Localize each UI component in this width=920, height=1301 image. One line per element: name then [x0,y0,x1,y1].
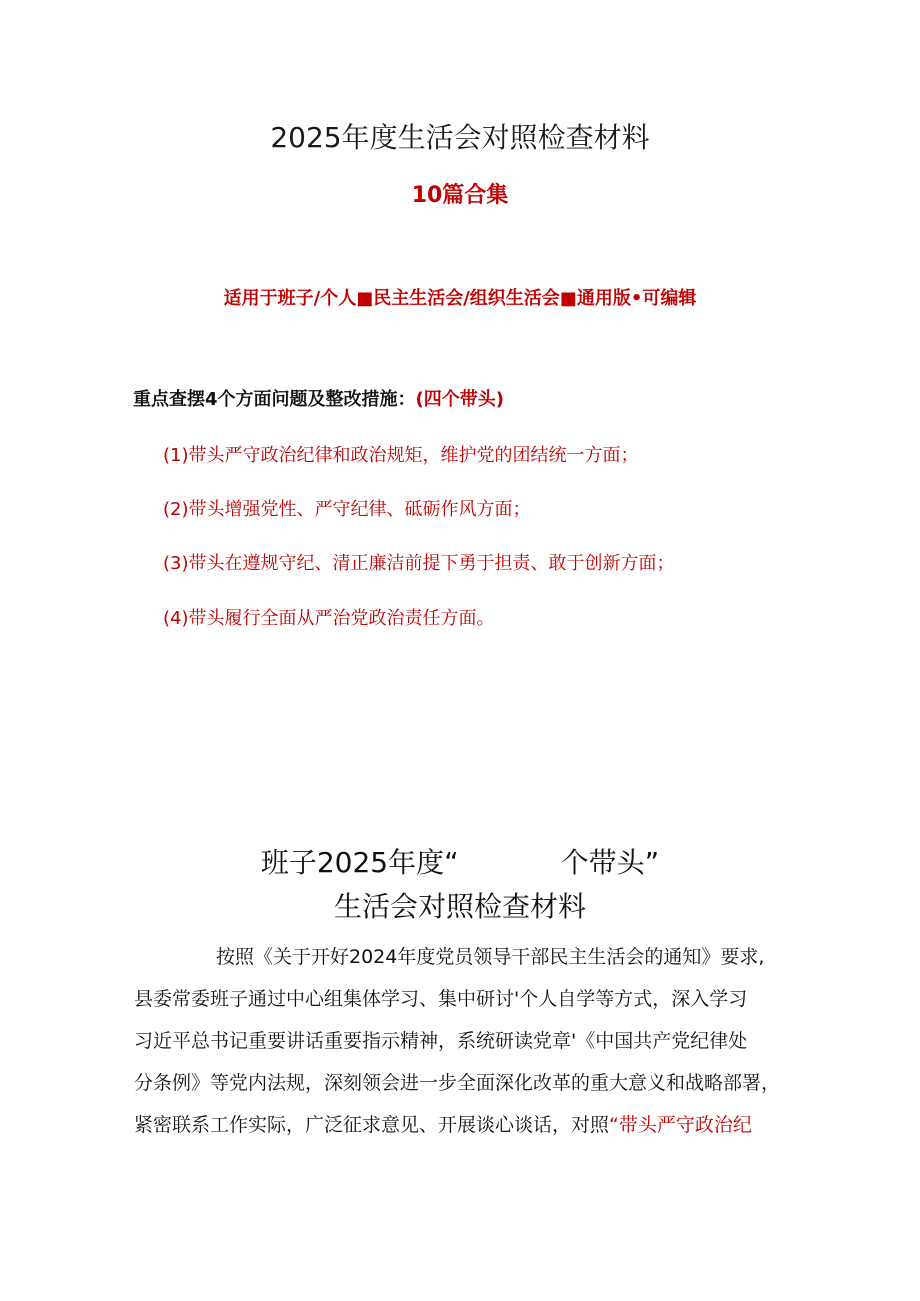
section-title-part1: 班子2025年度“ [260,846,459,879]
point-item-1: (1)带头严守政治纪律和政治规矩，维护党的团结统一方面； [163,445,639,466]
body-line-5-text: 紧密联系工作实际，广泛征求意见、开展谈心谈话，对照 [134,1114,610,1136]
body-line-1: 按照《关于开好2024年度党员领导干部民主生活会的通知》要求, [216,946,765,968]
scope-line: 适用于班子/个人■民主生活会/组织生活会■通用版•可编辑 [223,288,697,309]
body-line-3: 习近平总书记重要讲话重要指示精神，系统研读党章'《中国共产党纪律处 [134,1030,748,1052]
point-item-4: (4)带头履行全面从严治党政治责任方面。 [163,608,495,629]
body-line-5 [134,1104,794,1146]
point-item-3: (3)带头在遵规守纪、清正廉洁前提下勇于担责、敢于创新方面； [163,553,675,574]
focus-highlight: (四个带头) [415,389,504,410]
cover-subtitle: 10篇合集 [411,183,509,208]
section-body [134,936,794,1146]
cover-title: 2025年度生活会对照检查材料 [270,121,650,154]
focus-heading [133,385,504,411]
section-title-part2: 个带头” [560,846,660,879]
section-title-line2: 生活会对照检查材料 [333,890,586,923]
point-item-2: (2)带头增强党性、严守纪律、砥砺作风方面； [163,499,531,520]
body-line-4: 分条例》等党内法规，深刻领会进一步全面深化改革的重大意义和战略部署， [134,1072,781,1094]
body-line-5-red: “带头严守政治纪 [609,1114,752,1136]
focus-label: 重点查摆4个方面问题及整改措施： [133,389,416,410]
body-line-2: 县委常委班子通过中心组集体学习、集中研讨'个人自学等方式，深入学习 [134,988,748,1010]
section-title-line1 [0,841,920,881]
